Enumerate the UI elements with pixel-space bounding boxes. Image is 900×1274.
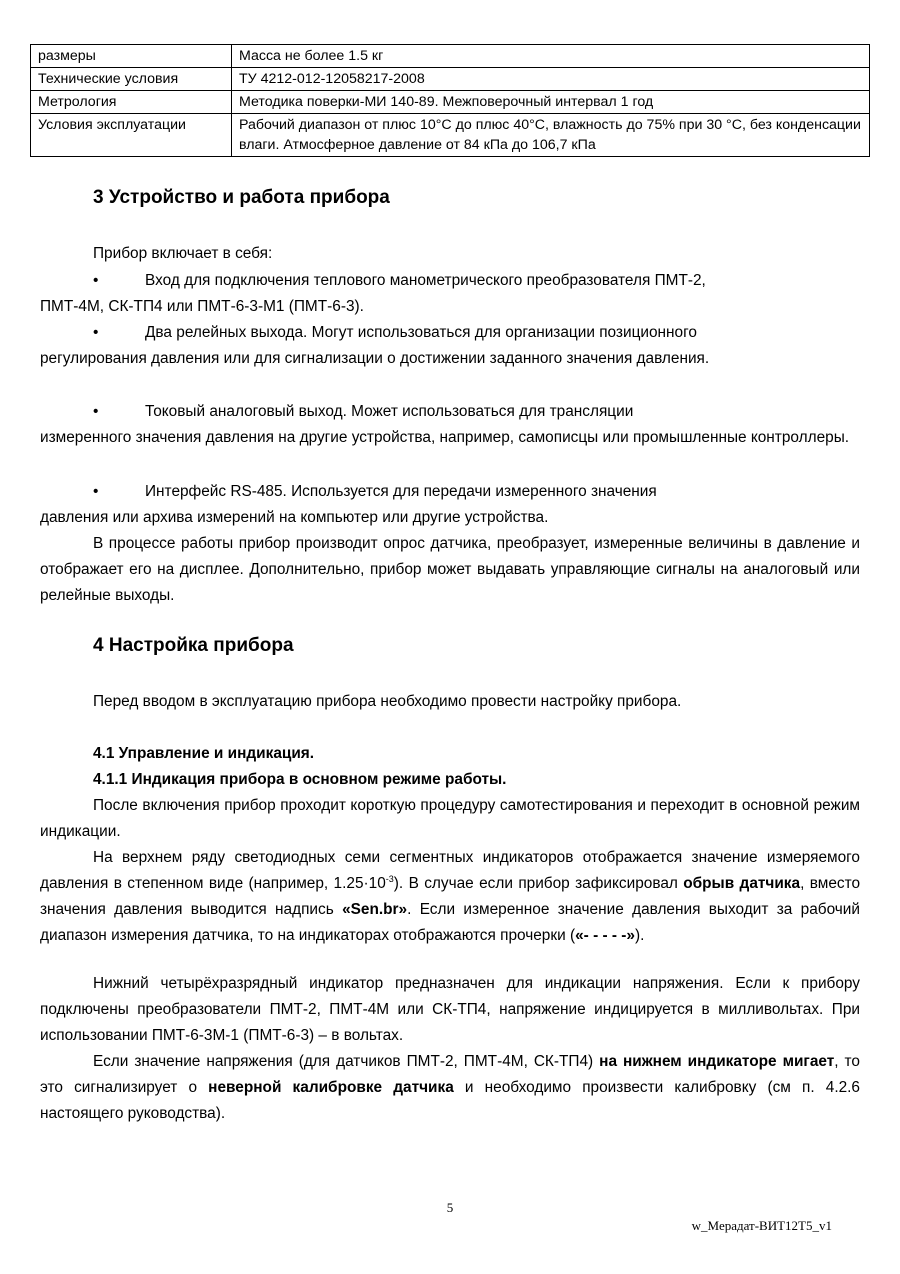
table-cell-value: Рабочий диапазон от плюс 10°С до плюс 40°С, влажность до 75% при 30 °С, без конденсации влаги. Атмосферное давление от 84 кПа до 106,7 кПа: [232, 114, 870, 157]
text-run: . Если измеренное значение давления выходит за рабочий диапазон измерения датчика, то на индикаторах отображаются прочерки (: [40, 901, 861, 944]
document-id: w_Мерадат-ВИТ12Т5_v1: [691, 1218, 832, 1233]
bullet-item-3-rest: измеренного значения давления на другие устройства, например, самописцы или промышленные контроллеры.: [40, 429, 850, 446]
bullet-item-1-rest: ПМТ-4М, СК-ТП4 или ПМТ-6-3-М1 (ПМТ-6-3).: [40, 298, 364, 315]
table-row: [31, 45, 870, 68]
bold-text: «- - - - -»: [575, 927, 635, 944]
text-run: Если значение напряжения (для датчиков ПМТ-2, ПМТ-4М, СК-ТП4): [93, 1053, 600, 1070]
table-cell-value: ТУ 4212-012-12058217-2008: [232, 68, 870, 91]
exponent: -3: [385, 874, 394, 884]
paragraph-lower-indicator: Нижний четырёхразрядный индикатор предназначен для индикации напряжения. Если к прибору подключены преобразователи ПМТ-2, ПМТ-4М или СК-ТП4, напряжение индицируется в милливольтах. При использовании ПМТ-6-3М-1 (ПМТ-6-3) – в вольтах.: [40, 975, 860, 1044]
bullet-text: Два релейных выхода. Могут использоваться для организации позиционного: [145, 324, 697, 341]
bold-text: «Sen.br»: [342, 901, 408, 918]
bullet-item-4-lead: [93, 479, 860, 505]
table-cell-param: Метрология: [31, 91, 232, 114]
table-cell-param: размеры: [31, 45, 232, 68]
text-run: ).: [634, 927, 645, 944]
bold-text: обрыв датчика: [683, 875, 801, 892]
bullet-icon: •: [93, 324, 99, 341]
subsection-4-1-1-heading: 4.1.1 Индикация прибора в основном режиме работы.: [93, 771, 507, 788]
bullet-text: Интерфейс RS-485. Используется для передачи измеренного значения: [145, 483, 657, 500]
section-4-heading: 4 Настройка прибора: [93, 635, 294, 656]
table-row: [31, 114, 870, 157]
bullet-item-3-lead: [93, 399, 860, 425]
section-3-intro: Прибор включает в себя:: [93, 245, 273, 262]
table-cell-value: Масса не более 1.5 кг: [232, 45, 870, 68]
table-cell-param: Условия эксплуатации: [31, 114, 232, 157]
bullet-text: Вход для подключения теплового манометрического преобразователя ПМТ-2,: [145, 272, 706, 289]
specifications-table: [30, 44, 870, 157]
paragraph-selftest: После включения прибор проходит короткую процедуру самотестирования и переходит в основной режим индикации.: [40, 797, 860, 840]
bold-text: неверной калибровке датчика: [208, 1079, 454, 1096]
text-run: , то это сигнализирует о: [40, 1053, 860, 1096]
section-4-intro: Перед вводом в эксплуатацию прибора необходимо провести настройку прибора.: [93, 693, 682, 710]
paragraph-calibration-warning: [40, 1049, 860, 1127]
table-cell-value: Методика поверки-МИ 140-89. Межповерочный интервал 1 год: [232, 91, 870, 114]
bold-text: на нижнем индикаторе мигает: [599, 1053, 835, 1070]
paragraph-upper-indicator: [40, 845, 860, 949]
section-3-heading: 3 Устройство и работа прибора: [93, 187, 390, 208]
table-cell-param: Технические условия: [31, 68, 232, 91]
bullet-icon: •: [93, 272, 99, 289]
text-run: ). В случае если прибор зафиксировал: [393, 875, 684, 892]
bullet-item-1-lead: [93, 268, 860, 294]
section-3-closing-paragraph: В процессе работы прибор производит опрос датчика, преобразует, измеренные величины в давление и отображает его на дисплее. Дополнительно, прибор может выдавать управляющие сигналы на аналоговый или релейные выходы.: [40, 535, 860, 604]
bullet-item-2-lead: [93, 320, 860, 346]
text-run: На верхнем ряду светодиодных семи сегментных индикаторов отображается значение измеряемого давления в степенном виде (например, 1.25·10: [40, 849, 860, 892]
text-run: и необходимо произвести калибровку (см п. 4.2.6 настоящего руководства).: [40, 1079, 860, 1122]
bullet-item-2-rest: регулирования давления или для сигнализации о достижении заданного значения давления.: [40, 350, 710, 367]
table-row: [31, 91, 870, 114]
bullet-icon: •: [93, 403, 99, 420]
bullet-icon: •: [93, 483, 99, 500]
subsection-4-1-heading: 4.1 Управление и индикация.: [93, 745, 315, 762]
bullet-item-4-rest: давления или архива измерений на компьютер или другие устройства.: [40, 509, 549, 526]
text-run: , вместо значения давления выводится надпись: [40, 875, 861, 918]
page-number: 5: [446, 1200, 454, 1215]
table-row: [31, 68, 870, 91]
bullet-text: Токовый аналоговый выход. Может использоваться для трансляции: [145, 403, 634, 420]
